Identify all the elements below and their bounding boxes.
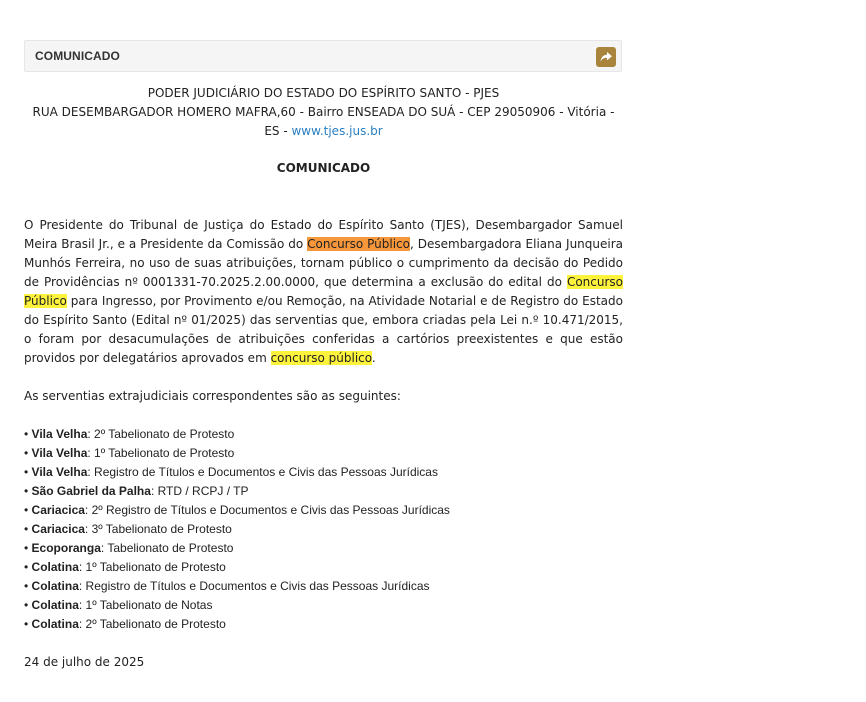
list-item — [24, 444, 623, 463]
office-description: : 2º Tabelionato de Protesto — [78, 617, 226, 631]
office-description: : RTD / RCPJ / TP — [150, 484, 249, 498]
bullet: • — [24, 522, 32, 536]
institution-heading: PODER JUDICIÁRIO DO ESTADO DO ESPÍRITO SANTO - PJES — [147, 86, 500, 100]
office-description: : 2º Tabelionato de Protesto — [87, 427, 235, 441]
notary-list — [24, 425, 623, 634]
bullet: • — [24, 446, 32, 460]
bullet: • — [24, 427, 32, 441]
document-body — [24, 84, 623, 672]
search-highlight: concurso público — [270, 351, 372, 365]
bullet: • — [24, 617, 32, 631]
address-text: RUA DESEMBARGADOR HOMERO MAFRA,60 - Bairro ENSEADA DO SUÁ - CEP 29050906 - Vitória - ES - — [32, 105, 615, 138]
paragraph-text-2: , Desembargadora Eliana Junqueira Munhós Ferreira, no uso de suas atribuições, tornam público o cumprimento da decisão do Pedido de Providências nº 0001331-70.2025.2.00.0000, que determina a exclusão do edital do — [24, 237, 624, 289]
notice-header-bar — [24, 40, 622, 72]
share-button[interactable] — [596, 47, 616, 67]
office-description: : 1º Tabelionato de Protesto — [78, 560, 226, 574]
share-icon — [600, 52, 612, 63]
list-intro: As serventias extrajudiciais correspondentes são as seguintes: — [24, 389, 401, 403]
city-name: Colatina — [31, 617, 79, 631]
bullet: • — [24, 579, 32, 593]
document-title: COMUNICADO — [276, 161, 371, 175]
office-description: : 2º Registro de Títulos e Documentos e Civis das Pessoas Jurídicas — [84, 503, 450, 517]
website-link[interactable]: www.tjes.jus.br — [291, 124, 383, 138]
document-date: 24 de julho de 2025 — [24, 655, 145, 669]
list-item — [24, 425, 623, 444]
office-description: : 1º Tabelionato de Protesto — [87, 446, 235, 460]
list-item — [24, 596, 623, 615]
paragraph-text-3: para Ingresso, por Provimento e/ou Remoção, na Atividade Notarial e de Registro do Estado do Espírito Santo (Edital nº 01/2025) das serventias que, embora criadas pela Lei n.º 10.471/2015, o foram por desacumulações de atribuições conferidas a cartórios preexistentes e que estão providos por delegatários aprovados em — [24, 294, 623, 365]
city-name: Vila Velha — [31, 446, 88, 460]
office-description: : Tabelionato de Protesto — [100, 541, 234, 555]
city-name: Colatina — [31, 560, 79, 574]
list-item — [24, 539, 623, 558]
bullet: • — [24, 465, 32, 479]
notice-header-title: COMUNICADO — [35, 49, 120, 63]
city-name: Vila Velha — [31, 427, 88, 441]
list-item — [24, 463, 623, 482]
bullet: • — [24, 484, 32, 498]
city-name: Ecoporanga — [31, 541, 101, 555]
bullet: • — [24, 598, 32, 612]
city-name: Colatina — [31, 579, 79, 593]
main-paragraph — [24, 216, 623, 368]
city-name: Cariacica — [31, 503, 85, 517]
list-item — [24, 482, 623, 501]
search-highlight: Concurso Público — [24, 275, 623, 308]
bullet: • — [24, 503, 32, 517]
office-description: : 3º Tabelionato de Protesto — [84, 522, 232, 536]
paragraph-text-4: . — [371, 351, 376, 365]
institution-address — [24, 103, 623, 141]
list-item — [24, 577, 623, 596]
list-item — [24, 615, 623, 634]
city-name: Colatina — [31, 598, 79, 612]
office-description: : 1º Tabelionato de Notas — [78, 598, 213, 612]
city-name: São Gabriel da Palha — [31, 484, 151, 498]
list-item — [24, 501, 623, 520]
office-description: : Registro de Títulos e Documentos e Civis das Pessoas Jurídicas — [78, 579, 430, 593]
bullet: • — [24, 541, 32, 555]
city-name: Cariacica — [31, 522, 85, 536]
list-item — [24, 558, 623, 577]
paragraph-text-1: O Presidente do Tribunal de Justiça do Estado do Espírito Santo (TJES), Desembargador Samuel Meira Brasil Jr., e a Presidente da Comissão do — [24, 218, 623, 251]
search-highlight-active: Concurso Público — [307, 237, 410, 251]
city-name: Vila Velha — [31, 465, 88, 479]
office-description: : Registro de Títulos e Documentos e Civis das Pessoas Jurídicas — [87, 465, 438, 479]
list-item — [24, 520, 623, 539]
bullet: • — [24, 560, 32, 574]
